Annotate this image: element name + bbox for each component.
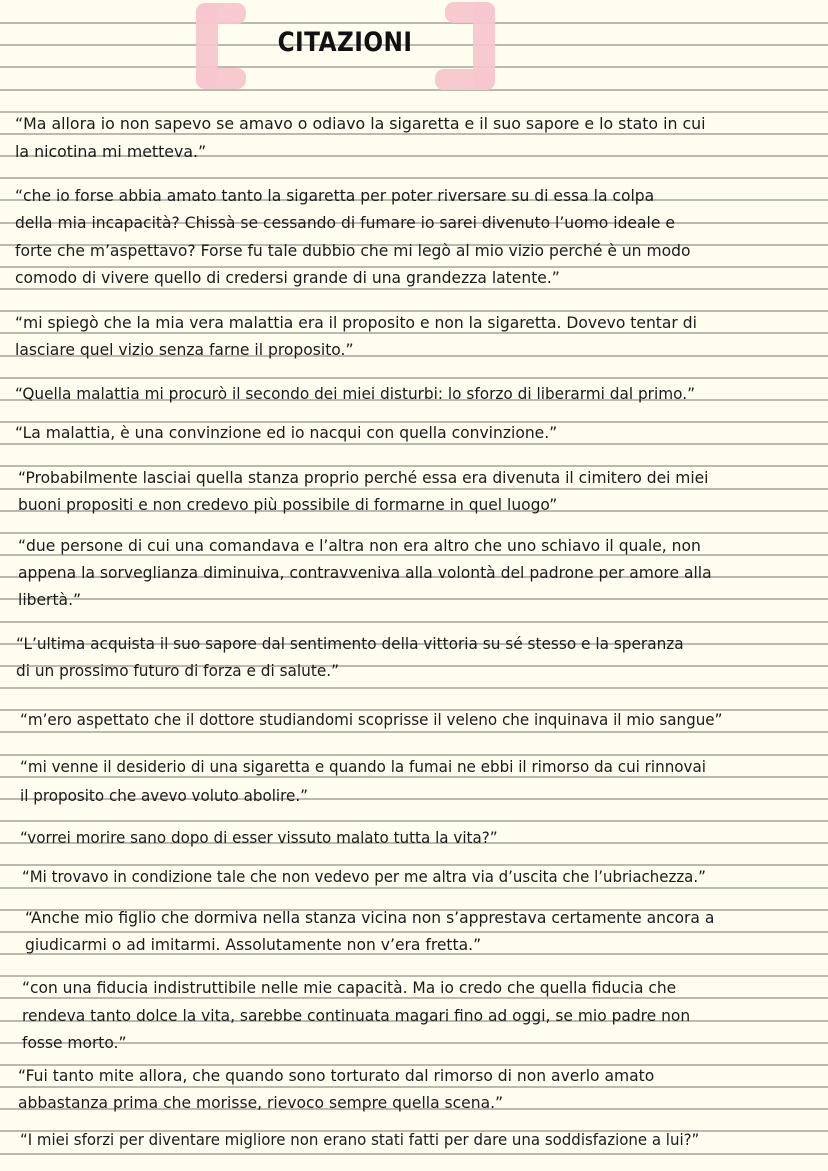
ruled-line (0, 288, 828, 290)
ruled-line (0, 731, 828, 733)
page-title: CITAZIONI (277, 27, 413, 58)
ruled-line (0, 111, 828, 113)
quote-line: abbastanza prima che morisse, rievoco sempre quella scena.” (18, 1093, 504, 1112)
ruled-line (0, 887, 828, 889)
ruled-line (0, 975, 828, 977)
quote-line: “che io forse abbia amato tanto la sigaretta per poter riversare su di essa la colpa (15, 186, 655, 205)
quote-line: di un prossimo futuro di forza e di salute.” (16, 661, 340, 680)
ruled-line (0, 621, 828, 623)
ruled-line (0, 377, 828, 379)
quote-line: “mi spiegò che la mia vera malattia era il proposito e non la sigaretta. Dovevo tentar di (15, 313, 697, 332)
quote-line: rendeva tanto dolce la vita, sarebbe continuata magari fino ad oggi, se mio padre non (22, 1006, 691, 1025)
ruled-line (0, 687, 828, 689)
quote-line: “L’ultima acquista il suo sapore dal sentimento della vittoria su sé stesso e la speranza (16, 634, 684, 653)
quote-line: la nicotina mi metteva.” (15, 142, 207, 161)
quote-line: il proposito che avevo voluto abolire.” (20, 786, 308, 805)
ruled-line (0, 532, 828, 534)
quote-line: “Mi trovavo in condizione tale che non vedevo per me altra via d’uscita che l’ubriachezza.” (22, 867, 706, 886)
quote-line: della mia incapacità? Chissà se cessando di fumare io sarei divenuto l’uomo ideale e (15, 213, 675, 232)
ruled-line (0, 598, 828, 600)
ruled-line (0, 754, 828, 756)
quote-line: “Ma allora io non sapevo se amavo o odiavo la sigaretta e il suo sapore e lo stato in cui (15, 114, 706, 133)
ruled-line (0, 1086, 828, 1088)
quote-line: “Fui tanto mite allora, che quando sono torturato dal rimorso di non averlo amato (18, 1066, 655, 1085)
ruled-line (0, 931, 828, 933)
quote-line: appena la sorveglianza diminuiva, contravveniva alla volontà del padrone per amore alla (18, 563, 712, 582)
quote-line: fosse morto.” (22, 1033, 127, 1052)
quote-line: “I miei sforzi per diventare migliore non erano stati fatti per dare una soddisfazione a lui?” (20, 1130, 700, 1149)
quote-line: “Quella malattia mi procurò il secondo dei miei disturbi: lo sforzo di liberarmi dal primo.” (15, 384, 696, 403)
quote-line: “Probabilmente lasciai quella stanza proprio perché essa era divenuta il cimitero dei miei (18, 468, 709, 487)
quote-line: forte che m’aspettavo? Forse fu tale dubbio che mi legò al mio vizio perché è un modo (15, 241, 691, 260)
ruled-line (0, 465, 828, 467)
quote-line: “due persone di cui una comandava e l’altra non era altro che uno schiavo il quale, non (18, 536, 701, 555)
quote-line: “con una fiducia indistruttibile nelle mie capacità. Ma io credo che quella fiducia che (22, 978, 677, 997)
quote-line: lasciare quel vizio senza farne il proposito.” (15, 340, 354, 359)
quote-line: giudicarmi o ad imitarmi. Assolutamente non v’era fretta.” (25, 935, 482, 954)
quote-line: comodo di vivere quello di credersi grande di una grandezza latente.” (15, 268, 560, 287)
quote-line: libertà.” (18, 590, 82, 609)
ruled-line (0, 177, 828, 179)
quote-line: “Anche mio figlio che dormiva nella stanza vicina non s’apprestava certamente ancora a (25, 908, 715, 927)
ruled-line (0, 66, 828, 68)
quote-line: “mi venne il desiderio di una sigaretta e quando la fumai ne ebbi il rimorso da cui rinnovai (20, 757, 706, 776)
ruled-line (0, 1153, 828, 1155)
ruled-line (0, 864, 828, 866)
ruled-line (0, 443, 828, 445)
ruled-line (0, 820, 828, 822)
quote-line: “La malattia, è una convinzione ed io nacqui con quella convinzione.” (15, 423, 558, 442)
quote-line: “vorrei morire sano dopo di esser vissuto malato tutta la vita?” (20, 828, 498, 847)
ruled-line (0, 22, 828, 24)
quote-line: “m’ero aspettato che il dottore studiandomi scoprisse il veleno che inquinava il mio sangue” (20, 710, 723, 729)
quote-line: buoni propositi e non credevo più possibile di formarne in quel luogo” (18, 495, 558, 514)
ruled-line (0, 89, 828, 91)
ruled-line (0, 310, 828, 312)
ruled-line (0, 488, 828, 490)
